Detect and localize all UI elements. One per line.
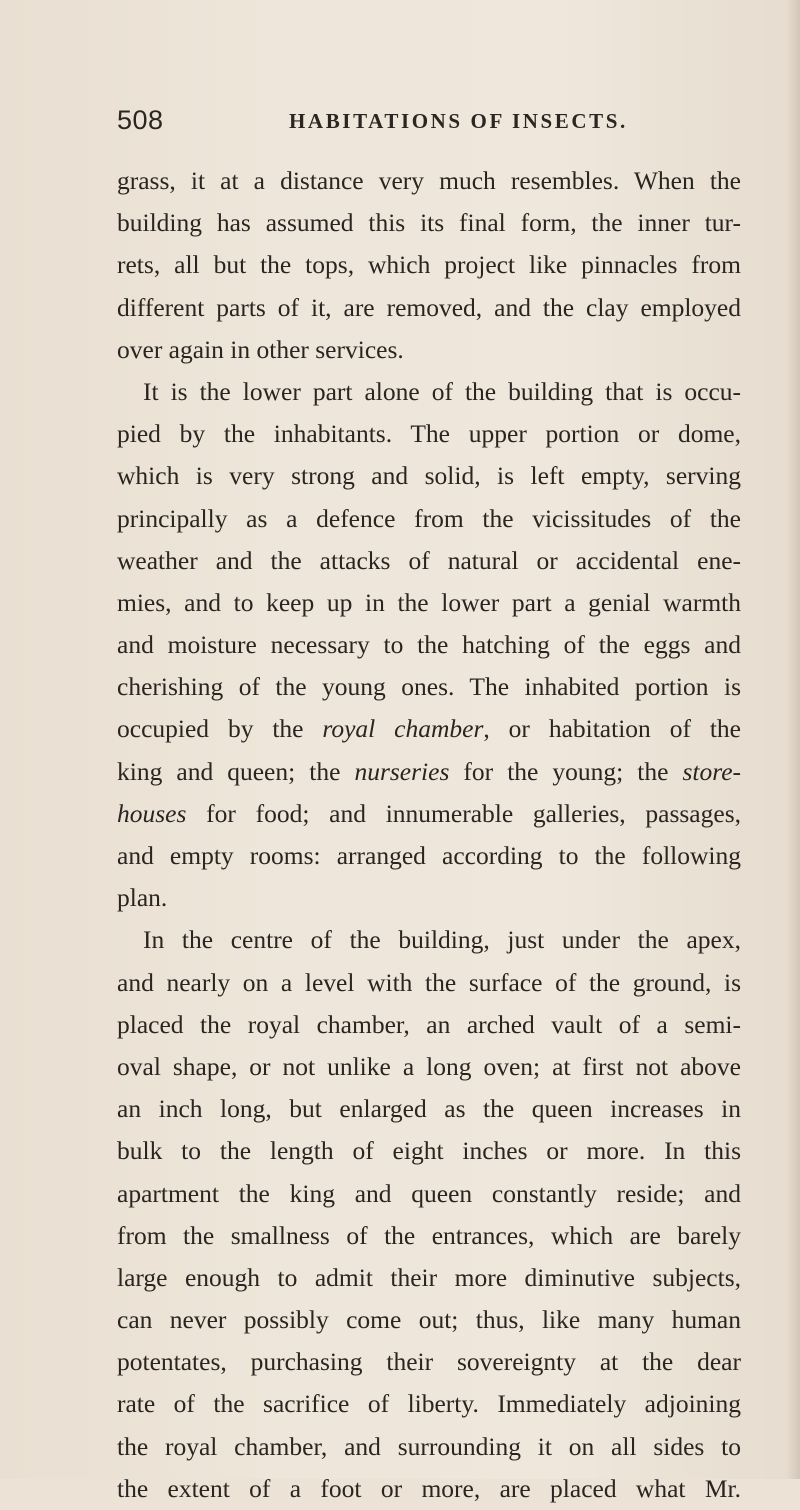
text-line <box>117 1383 741 1425</box>
text-line <box>117 1468 741 1510</box>
italic-text: royal chamber <box>322 714 484 744</box>
text-run: principally as a defence from the vicissitudes of the <box>117 503 741 533</box>
paragraph <box>117 160 741 371</box>
text-run: mies, and to keep up in the lower part a genial warmth <box>117 587 741 617</box>
text-line <box>117 287 741 329</box>
italic-text: store- <box>682 756 742 786</box>
text-run: which is very strong and solid, is left empty, serving <box>117 461 741 491</box>
text-run: weather and the attacks of natural or accidental ene- <box>117 545 741 575</box>
text-line <box>117 1130 741 1172</box>
paragraph <box>117 919 741 1510</box>
text-line <box>117 1426 741 1468</box>
text-line <box>117 1173 741 1215</box>
text-run: and nearly on a level with the surface of the ground, is <box>117 967 741 997</box>
text-line <box>117 1004 741 1046</box>
text-run: potentates, purchasing their sovereignty at the dear <box>117 1347 741 1377</box>
text-run: can never possibly come out; thus, like many human <box>117 1305 741 1335</box>
text-line <box>117 329 741 371</box>
text-line <box>117 962 741 1004</box>
page-gutter-shadow <box>786 0 800 1479</box>
text-line <box>117 202 741 244</box>
text-line <box>117 751 741 793</box>
text-run: large enough to admit their more diminutive subjects, <box>117 1262 741 1292</box>
text-run: oval shape, or not unlike a long oven; at first not above <box>117 1051 741 1081</box>
text-run: building has assumed this its final form, the inner tur- <box>117 208 741 238</box>
body-text <box>117 160 741 1510</box>
text-run: for the young; the <box>449 756 683 786</box>
running-head: HABITATIONS OF INSECTS. <box>289 109 628 133</box>
text-line <box>117 877 741 919</box>
text-run: rate of the sacrifice of liberty. Immediately adjoining <box>117 1389 741 1419</box>
text-line <box>117 371 741 413</box>
text-line <box>117 1299 741 1341</box>
text-line <box>117 160 741 202</box>
text-run: In the centre of the building, just under the apex, <box>143 925 741 955</box>
text-line <box>117 413 741 455</box>
text-run: and empty rooms: arranged according to the following <box>117 841 741 870</box>
text-run: for food; and innumerable galleries, passages, <box>186 798 741 828</box>
text-run: different parts of it, are removed, and the clay employed <box>117 292 741 322</box>
text-line <box>117 666 741 708</box>
page-number: 508 <box>117 105 164 135</box>
text-line <box>117 1088 741 1130</box>
text-line <box>117 919 741 961</box>
text-run: pied by the inhabitants. The upper portion or dome, <box>117 419 741 449</box>
text-line <box>117 244 741 286</box>
text-run: king and queen; the <box>117 756 355 786</box>
text-line <box>117 624 741 666</box>
italic-text: nurseries <box>354 756 450 786</box>
text-line <box>117 708 741 750</box>
text-line <box>117 1046 741 1088</box>
text-line <box>117 1257 741 1299</box>
text-line <box>117 835 741 877</box>
text-line <box>117 455 741 497</box>
text-run: the extent of a foot or more, are placed what Mr. <box>117 1473 741 1503</box>
italic-text: houses <box>117 798 187 828</box>
text-run: occupied by the <box>117 714 323 744</box>
text-line <box>117 540 741 582</box>
text-line <box>117 1215 741 1257</box>
text-run: , or habitation of the <box>483 714 741 744</box>
text-run: apartment the king and queen constantly reside; and <box>117 1178 741 1208</box>
page-header <box>117 105 747 141</box>
text-run: plan. <box>117 883 168 913</box>
text-line <box>117 1341 741 1383</box>
text-run: It is the lower part alone of the building that is occu- <box>143 376 741 406</box>
text-run: the royal chamber, and surrounding it on all sides to <box>117 1431 741 1461</box>
text-line <box>117 793 741 835</box>
text-run: an inch long, but enlarged as the queen increases in <box>117 1094 741 1124</box>
paragraph <box>117 371 741 919</box>
text-run: grass, it at a distance very much resembles. When the <box>117 166 741 195</box>
text-run: placed the royal chamber, an arched vault of a semi- <box>117 1009 741 1039</box>
text-run: bulk to the length of eight inches or more. In this <box>117 1136 741 1166</box>
text-run: from the smallness of the entrances, which are barely <box>117 1220 741 1250</box>
text-run: cherishing of the young ones. The inhabited portion is <box>117 672 741 702</box>
text-run: and moisture necessary to the hatching of the eggs and <box>117 630 741 660</box>
text-line <box>117 498 741 540</box>
text-line <box>117 582 741 624</box>
text-run: over again in other services. <box>117 334 404 364</box>
text-run: rets, all but the tops, which project like pinnacles from <box>117 250 741 280</box>
